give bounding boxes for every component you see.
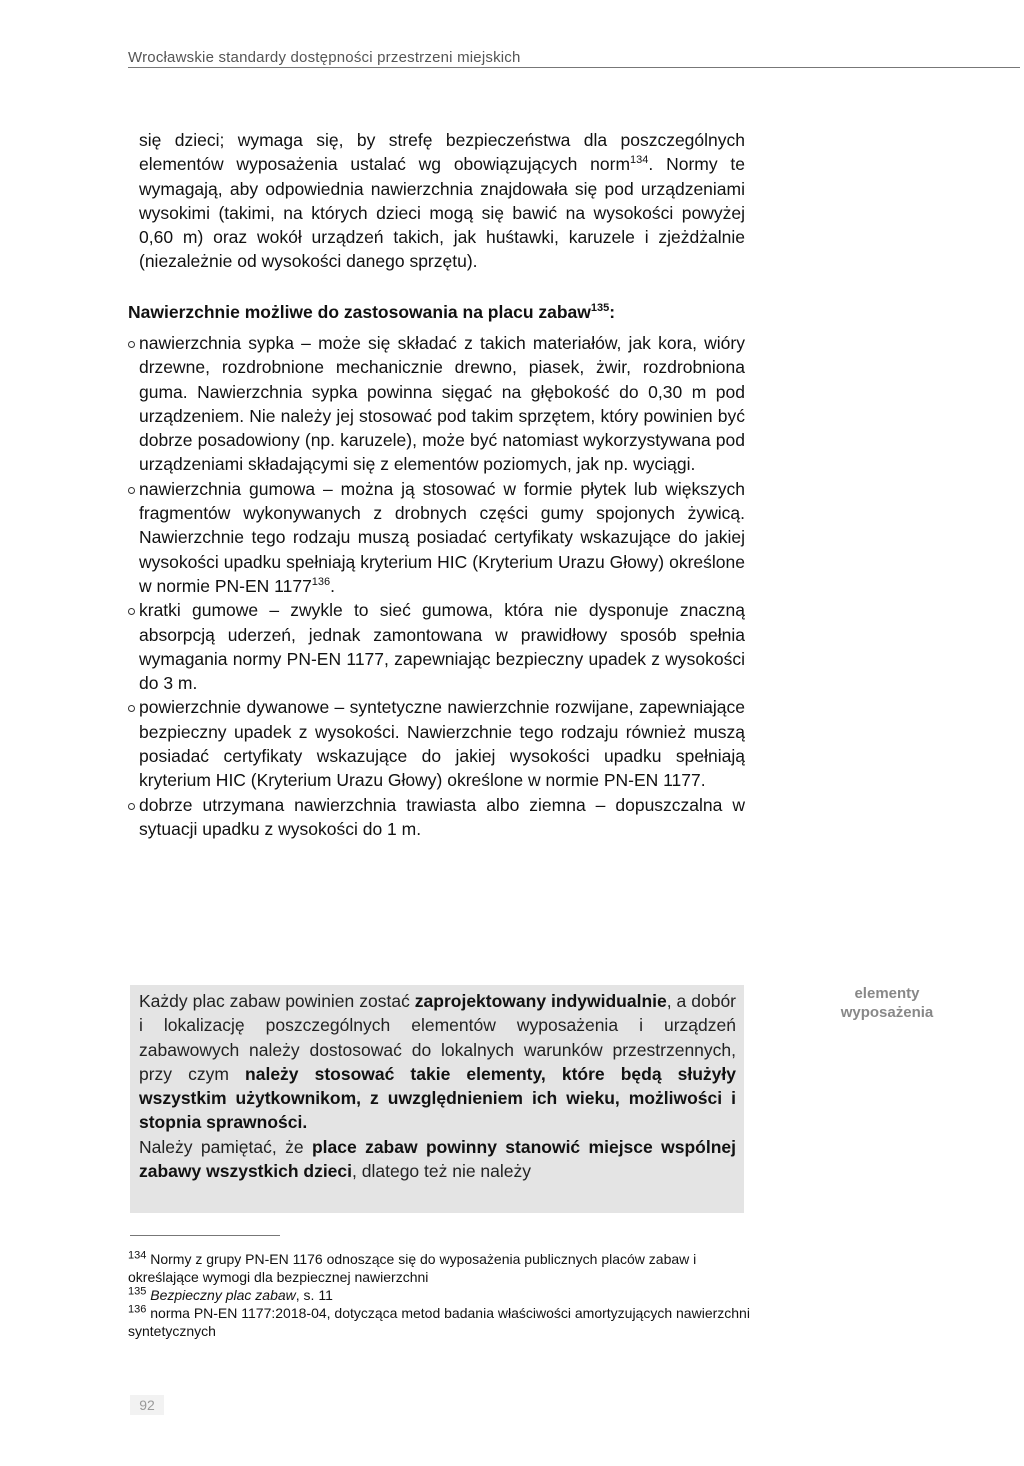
footnote bbox=[128, 1250, 758, 1286]
intro-text: się dzieci; wymaga się, by strefę bezpieczeństwa dla poszczególnych elementów wyposażenia ustalać wg obowiązujących norm bbox=[139, 130, 745, 175]
callout-paragraph bbox=[139, 1135, 736, 1184]
bullet-icon bbox=[128, 487, 135, 494]
footnotes bbox=[128, 1250, 758, 1340]
intro-text-cont: . Normy te wymagają, aby odpowiednia nawierzchnia znajdowała się pod urządzeniami wysokimi (takimi, na których dzieci mogą się bawić na wysokości powyżej 0,60 m) oraz wokół urządzeń takich, jak huśtawki, karuzele i zjeżdżalnie (niezależnie od wysokości danego sprzętu). bbox=[139, 154, 745, 272]
section-heading-text: Nawierzchnie możliwe do zastosowania na placu zabaw bbox=[128, 302, 591, 322]
bullet-icon bbox=[128, 705, 135, 712]
bullet-icon bbox=[128, 803, 135, 810]
footnote-number: 135 bbox=[128, 1285, 147, 1298]
list-item-text: dobrze utrzymana nawierzchnia trawiasta albo ziemna – dopuszczalna w sytuacji upadku z wysokości do 1 m. bbox=[139, 794, 745, 839]
page-number: 92 bbox=[130, 1395, 164, 1415]
list-item-text: powierzchnie dywanowe – syntetyczne nawierzchnie rozwijane, zapewniające bezpieczny upadek z wysokości. Nawierzchnie tego rodzaju również muszą posiadać certyfikaty wskazujące do jakiej wysokości upadku spełniają kryterium HIC (Kryterium Urazu Głowy) określone w normie PN-EN 1177. bbox=[139, 697, 745, 791]
highlight-box bbox=[130, 985, 744, 1213]
intro-paragraph bbox=[139, 128, 745, 274]
footnote bbox=[128, 1286, 758, 1304]
footnote-divider bbox=[130, 1235, 280, 1236]
footnote bbox=[128, 1304, 758, 1340]
list-item-suffix: . bbox=[330, 575, 336, 596]
list-item-text: nawierzchnia gumowa – można ją stosować w formie płytek lub większych fragmentów wykonywanych z drobnych części gumy spojonych żywicą. Nawierzchnie tego rodzaju muszą posiadać certyfikaty wskazujące do jakiej wysokości upadku spełniają kryterium HIC (Kryterium Urazu Głowy) określone w normie PN-EN 1177 bbox=[139, 478, 745, 596]
margin-note-line: wyposażenia bbox=[840, 1004, 934, 1021]
footnote-text: Normy z grupy PN-EN 1176 odnoszące się do wyposażenia publicznych placów zabaw i określające wymogi dla bezpiecznej nawierzchni bbox=[128, 1251, 697, 1285]
callout-bold: należy stosować takie elementy, które będą służyły wszystkim użytkownikom, z uwzględnieniem ich wieku, możliwości i stopnia sprawności. bbox=[139, 1063, 736, 1133]
callout-text: Każdy plac zabaw powinien zostać bbox=[139, 991, 415, 1011]
list-item bbox=[128, 793, 745, 842]
callout-bold: place zabaw powinny stanowić miejsce wspólnej zabawy wszystkich dzieci bbox=[139, 1136, 736, 1182]
running-header: Wrocławskie standardy dostępności przestrzeni miejskich bbox=[128, 49, 1020, 68]
list-item-text: nawierzchnia sypka – może się składać z takich materiałów, jak kora, wióry drzewne, rozdrobnione mechanicznie drewno, piasek, żwir, rozdrobniona guma. Nawierzchnia sypka powinna sięgać na głębokość do 0,30 m pod urządzeniem. Nie należy jej stosować pod takim sprzętem, który powinien być dobrze posadowiony (np. karuzele), może być natomiast wykorzystywana pod urządzeniami składającymi się z elementów poziomych, jak np. wyciągi. bbox=[139, 333, 745, 475]
section-heading-suffix: : bbox=[609, 302, 616, 322]
list-item bbox=[128, 331, 745, 477]
list-item-text: kratki gumowe – zwykle to sieć gumowa, która nie dysponuje znaczną absorpcją uderzeń, jednak zamontowana w prawidłowy sposób spełnia wymagania normy PN-EN 1177, zapewniając bezpieczny upadek z wysokości do 3 m. bbox=[139, 600, 745, 694]
footnote-ref[interactable]: 134 bbox=[630, 154, 649, 167]
callout-paragraph bbox=[139, 989, 736, 1135]
footnote-title: Bezpieczny plac zabaw bbox=[150, 1287, 296, 1303]
surface-list bbox=[128, 331, 745, 841]
footnote-number: 134 bbox=[128, 1249, 147, 1262]
bullet-icon bbox=[128, 608, 135, 615]
list-item bbox=[128, 695, 745, 792]
footnote-text: , s. 11 bbox=[295, 1287, 333, 1303]
bullet-icon bbox=[128, 341, 135, 348]
callout-text: , dlatego też nie należy bbox=[352, 1161, 532, 1182]
callout-text: Należy pamiętać, że bbox=[139, 1136, 312, 1157]
footnote-ref[interactable]: 135 bbox=[590, 302, 610, 315]
footnote-number: 136 bbox=[128, 1303, 147, 1316]
callout-text: , a dobór i lokalizację poszczególnych elementów wyposażenia i urządzeń zabawowych należy dostosować do lokalnych warunków przestrzennych, przy czym bbox=[139, 991, 737, 1084]
list-item bbox=[128, 477, 745, 598]
callout-bold: zaprojektowany indywidualnie bbox=[414, 991, 667, 1011]
footnote-text: norma PN-EN 1177:2018-04, dotycząca metod badania właściwości amortyzujących nawierzchni syntetycznych bbox=[128, 1305, 750, 1339]
section-heading bbox=[128, 302, 615, 323]
footnote-ref[interactable]: 136 bbox=[311, 576, 331, 589]
list-item bbox=[128, 598, 745, 695]
margin-note-line: elementy bbox=[854, 985, 920, 1002]
margin-note bbox=[812, 984, 962, 1022]
